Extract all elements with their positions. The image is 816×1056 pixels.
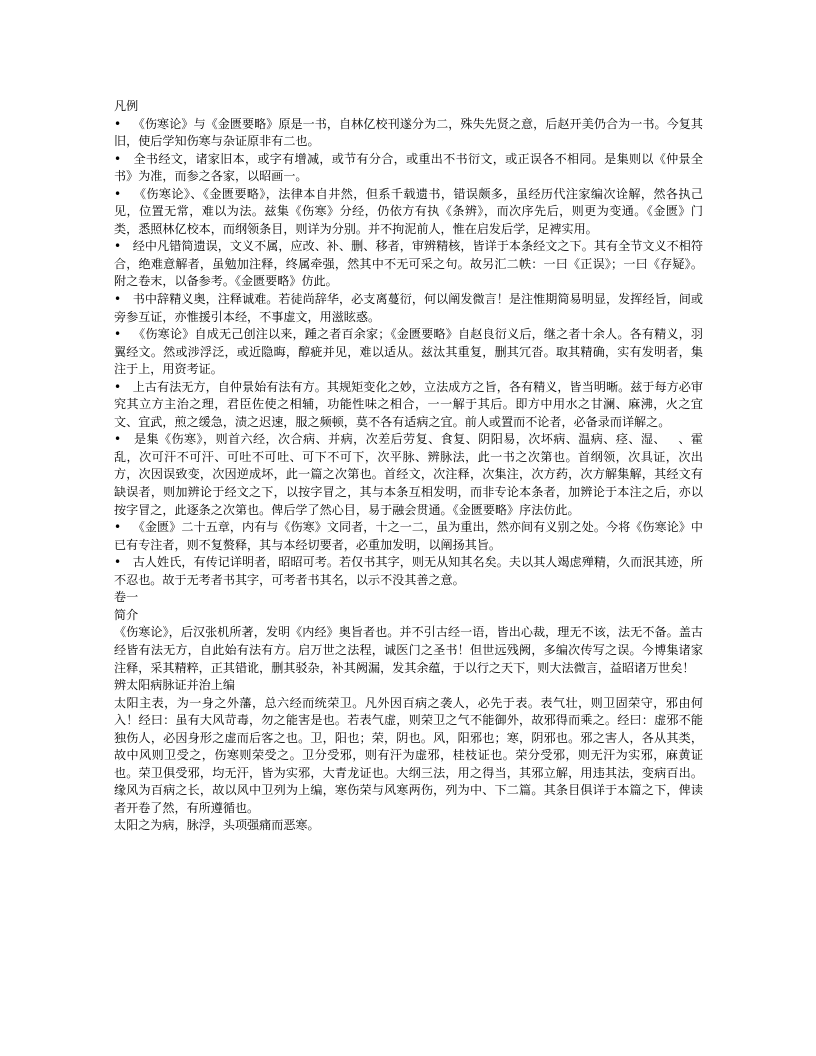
intro-body: 《伤寒论》，后汉张机所著，发明《内经》奥旨者也。并不引古经一语，皆出心裁，理无不该，法无不备。盖古经皆有法无方，自此始有法有方。启万世之法程，诚医门之圣书！但世远残阙，多编次传写之误。今博集诸家注释，采其精粹，正其错讹，删其驳杂，补其阙漏，发其余蕴，于以行之天下，则大法微言，益昭诸万世矣！ — [114, 625, 703, 675]
fanli-item — [114, 186, 703, 239]
fanli-item — [114, 238, 703, 291]
fanli-item — [114, 519, 703, 554]
fanli-item — [114, 379, 703, 432]
fanli-item-text: 《伤寒论》自成无己创注以来，踵之者百余家；《金匮要略》自赵良衍义后，继之者十余人。各有精义，羽翼经文。然或涉浮泛，或近隐晦，醇疵并见，难以适从。兹汰其重复，删其冗沓。取其精确，实有发明者，集注于上，用资考证。 — [114, 327, 703, 377]
bullet-marker: • — [114, 186, 130, 201]
final-line: 太阳之为病，脉浮，头项强痛而恶寒。 — [114, 818, 320, 833]
fanli-item-text: 书中辞精义奥，注释诚难。若徒尚辞华，必支离蔓衍，何以阐发微言！是注惟期简易明显，发挥经旨，间或旁参互证，亦惟援引本经，不事虚文，用滋眩惑。 — [114, 292, 703, 324]
fanli-item-text: 是集《伤寒》，则首六经，次合病、并病，次差后劳复、食复、阴阳易，次坏病、温病、痉、湿、 、霍乱，次可汗不可汗、可吐不可吐、可下不可下，次平脉、辨脉法，此一书之次第也。首纲领，次具证，次出方，次因误致变，次因逆成坏，此一篇之次第也。首经文，次注释，次集注，次方药，次方解集解，其经文有缺误者，则加辨论于经文之下，以按字冒之，其与本条互相发明，而非专论本条者，加辨论于本注之后，亦以按字冒之，此逐条之次第也。俾后学了然心目，易于融会贯通。《金匮要略》序法仿此。 — [114, 432, 703, 517]
fanli-item-text: 经中凡错简遗误，文义不属，应改、补、删、移者，审辨精核，皆详于本条经文之下。其有全节文义不相符合，绝难意解者，虽勉加注释，终属牵强，然其中不无可采之句。故另汇二帙：一曰《正误》；一曰《存疑》。附之卷末，以备参考。《金匮要略》仿此。 — [114, 239, 703, 289]
fanli-item-text: 古人姓氏，有传记详明者，昭昭可考。若仅书其字，则无从知其名矣。夫以其人竭虑殚精，久而泯其迹，所不忍也。故于无考者书其字，可考者书其名，以示不没其善之意。 — [114, 555, 703, 587]
fanli-item-text: 全书经文，诸家旧本，或字有增减，或节有分合，或重出不书衍文，或正误各不相同。是集则以《仲景全书》为准，而参之各家，以昭画一。 — [114, 151, 703, 184]
bullet-marker: • — [114, 151, 130, 166]
bullet-marker: • — [114, 432, 130, 447]
bullet-marker: • — [114, 555, 129, 570]
bullet-marker: • — [114, 239, 129, 254]
fanli-item — [114, 116, 703, 151]
fanli-item-text: 《伤寒论》与《金匮要略》原是一书，自林亿校刊遂分为二，殊失先贤之意，后赵开美仍合为一书。今复其旧，使后学知伤寒与杂证原非有二也。 — [114, 116, 703, 149]
bullet-marker: • — [114, 292, 129, 307]
bullet-marker: • — [114, 116, 129, 131]
fanli-item — [114, 326, 703, 379]
fanli-item-text: 上古有法无方，自仲景始有法有方。其规矩变化之妙，立法成方之旨，各有精义，皆当明晰。兹于每方必审究其立方主治之理，君臣佐使之相辅，功能性味之相合，一一解于其后。即方中用水之甘澜、麻沸，火之宜文、宜武，煎之缓急，渍之迟速，服之频顿，莫不各有适病之宜。前人或置而不论者，必备录而详解之。 — [114, 379, 703, 429]
fanli-item — [114, 554, 703, 589]
chapter-body: 太阳主表，为一身之外藩，总六经而统荣卫。凡外因百病之袭人，必先于表。表气壮，则卫固荣守，邪由何入！经曰：虽有大风苛毒，勿之能害是也。若表气虚，则荣卫之气不能御外，故邪得而乘之。经曰：虚邪不能独伤人，必因身形之虚而后客之也。卫，阳也；荣，阴也。风，阳邪也；寒，阴邪也。邪之害人，各从其类，故中风则卫受之，伤寒则荣受之。卫分受邪，则有汗为虚邪，桂枝证也。荣分受邪，则无汗为实邪，麻黄证也。荣卫俱受邪，均无汗，皆为实邪，大青龙证也。大纲三法，用之得当，其邪立解，用违其法，变病百出。缘风为百病之长，故以风中卫列为上编，寒伤荣与风寒两伤，列为中、下二篇。其条目俱详于本篇之下，俾读者开卷了然，有所遵循也。 — [114, 695, 703, 815]
volume-heading: 卷一 — [114, 590, 139, 605]
bullet-marker: • — [114, 520, 129, 535]
fanli-item — [114, 151, 703, 186]
intro-heading: 简介 — [114, 607, 139, 622]
document-content — [114, 98, 703, 835]
fanli-item — [114, 291, 703, 326]
fanli-item-text: 《伤寒论》、《金匮要略》，法律本自井然，但系千载遗书，错误颇多，虽经历代注家编次诠解，然各执己见，位置无常，难以为法。兹集《伤寒》分经，仍依方有执《条辨》，而次序先后，则更为变通。《金匮》门类，悉照林亿校本，而纲领条目，则详为分别。并不拘泥前人，惟在启发后学，足裨实用。 — [114, 186, 703, 236]
bullet-marker: • — [114, 379, 129, 394]
section-title-fanli: 凡例 — [114, 99, 139, 113]
bullet-marker: • — [114, 327, 130, 342]
chapter-heading: 辨太阳病脉证并治上编 — [114, 678, 235, 693]
fanli-item — [114, 431, 703, 519]
fanli-item-text: 《金匮》二十五章，内有与《伤寒》文同者，十之一二，虽为重出，然亦间有义别之处。今将《伤寒论》中已有专注者，则不复赘释，其与本经切要者，必重加发明，以阐扬其旨。 — [114, 520, 703, 552]
